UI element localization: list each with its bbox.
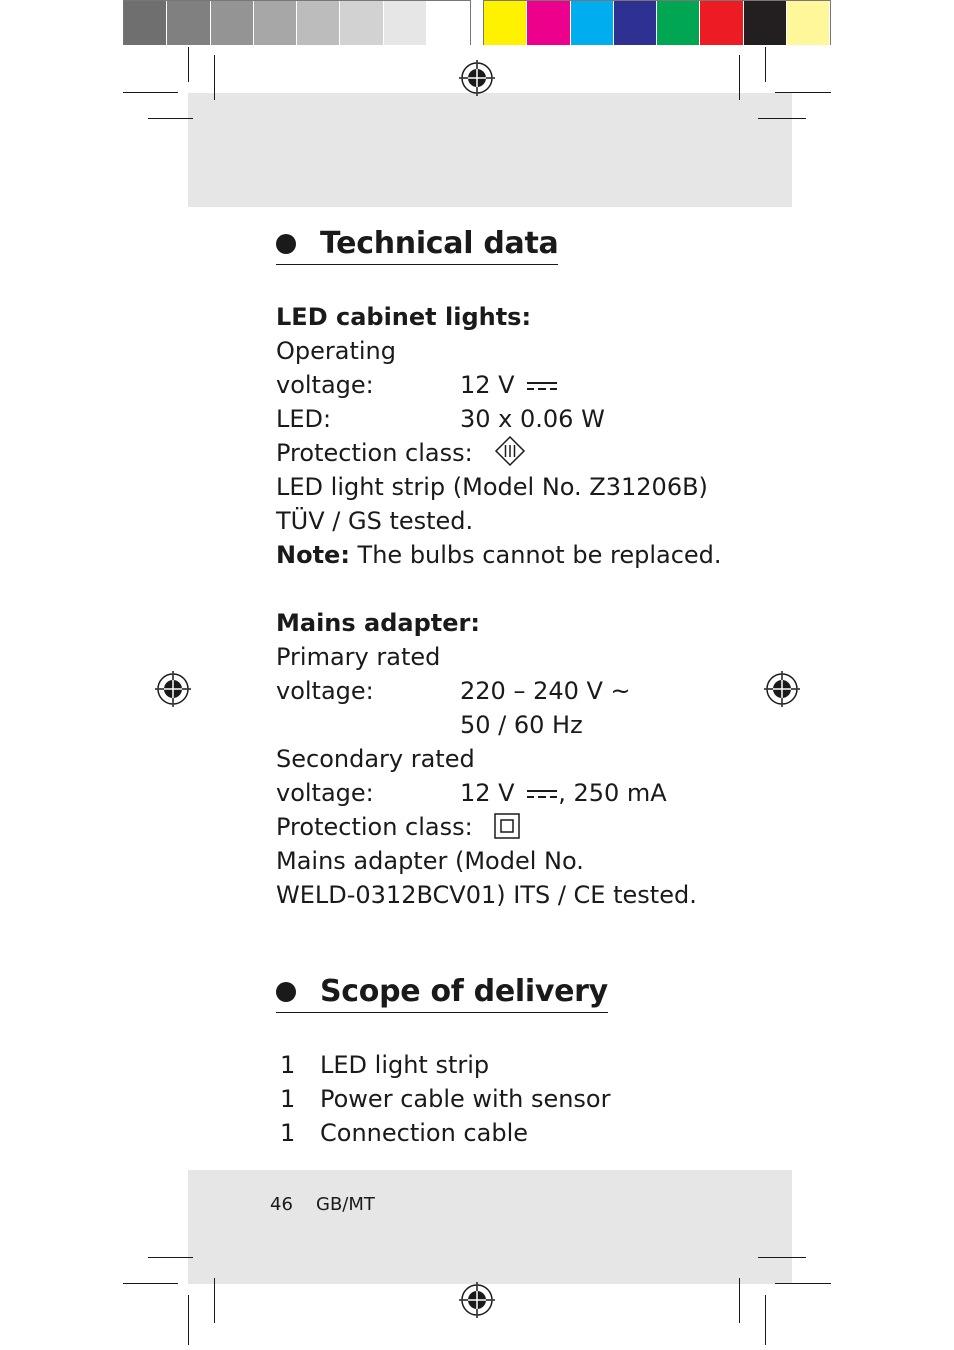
operating-voltage: 12 V bbox=[460, 371, 515, 399]
crop-mark bbox=[758, 1257, 806, 1258]
operating-label-2: voltage: bbox=[276, 371, 374, 399]
color-swatch bbox=[657, 1, 700, 45]
color-swatch bbox=[427, 1, 470, 45]
list-item-qty: 1 bbox=[280, 1085, 296, 1113]
list-item-qty: 1 bbox=[280, 1051, 296, 1079]
bullet-icon bbox=[276, 982, 296, 1002]
registration-mark-icon bbox=[459, 1282, 495, 1318]
color-swatch bbox=[211, 1, 254, 45]
primary-value-1: 220 – 240 V ~ bbox=[460, 677, 631, 705]
technical-data-heading bbox=[276, 226, 558, 265]
crop-mark bbox=[775, 92, 831, 93]
crop-mark bbox=[758, 118, 806, 119]
crop-mark bbox=[214, 1278, 215, 1323]
note-text: The bulbs cannot be replaced. bbox=[349, 541, 722, 569]
led-label: LED: bbox=[276, 405, 332, 433]
protection-class-2-label bbox=[276, 810, 520, 844]
header-band bbox=[188, 93, 792, 207]
secondary-voltage: 12 V bbox=[460, 779, 515, 807]
strip-model-line: LED light strip (Model No. Z31206B) bbox=[276, 473, 708, 501]
crop-mark bbox=[739, 1278, 740, 1323]
operating-label-1: Operating bbox=[276, 337, 396, 365]
mains-model-line-2: WELD-0312BCV01) ITS / CE tested. bbox=[276, 881, 697, 909]
crop-mark bbox=[188, 1295, 189, 1345]
secondary-label-1: Secondary rated bbox=[276, 745, 475, 773]
list-item: Connection cable bbox=[320, 1119, 528, 1147]
color-swatch bbox=[297, 1, 340, 45]
primary-value-2: 50 / 60 Hz bbox=[460, 711, 583, 739]
registration-mark-icon bbox=[155, 671, 191, 707]
bullet-icon bbox=[276, 234, 296, 254]
color-swatch bbox=[527, 1, 570, 45]
crop-mark bbox=[148, 118, 193, 119]
crop-mark bbox=[148, 1257, 193, 1258]
crop-mark bbox=[123, 92, 178, 93]
footer-band bbox=[188, 1170, 792, 1284]
list-item: LED light strip bbox=[320, 1051, 490, 1079]
color-swatch bbox=[124, 1, 167, 45]
secondary-label-2: voltage: bbox=[276, 779, 374, 807]
section-title: Scope of delivery bbox=[320, 974, 608, 1009]
color-swatch bbox=[254, 1, 297, 45]
mains-adapter-heading: Mains adapter: bbox=[276, 609, 480, 637]
protection-class-2-icon bbox=[494, 813, 520, 839]
color-calibration-bar bbox=[483, 0, 831, 45]
crop-mark bbox=[765, 1295, 766, 1345]
list-item-qty: 1 bbox=[280, 1119, 296, 1147]
registration-mark-icon bbox=[459, 60, 495, 96]
direct-current-icon bbox=[526, 787, 558, 801]
note-line bbox=[276, 538, 722, 572]
note-label: Note: bbox=[276, 541, 350, 569]
crop-mark bbox=[739, 55, 740, 100]
protection-class-3-icon bbox=[494, 435, 526, 467]
list-item: Power cable with sensor bbox=[320, 1085, 611, 1113]
grayscale-calibration-bar bbox=[123, 0, 471, 45]
language-code: GB/MT bbox=[316, 1194, 375, 1215]
protection-class-label bbox=[276, 436, 526, 470]
crop-mark bbox=[214, 55, 215, 100]
tested-line: TÜV / GS tested. bbox=[276, 507, 474, 535]
color-swatch bbox=[787, 1, 830, 45]
crop-mark bbox=[765, 47, 766, 82]
operating-value bbox=[460, 368, 558, 402]
color-swatch bbox=[744, 1, 787, 45]
section-title: Technical data bbox=[320, 226, 559, 261]
registration-mark-icon bbox=[764, 671, 800, 707]
secondary-current: , 250 mA bbox=[558, 779, 667, 807]
crop-mark bbox=[775, 1283, 831, 1284]
led-value: 30 x 0.06 W bbox=[460, 405, 605, 433]
primary-label-1: Primary rated bbox=[276, 643, 441, 671]
color-swatch bbox=[384, 1, 427, 45]
mains-model-line-1: Mains adapter (Model No. bbox=[276, 847, 584, 875]
color-swatch bbox=[340, 1, 383, 45]
color-swatch bbox=[571, 1, 614, 45]
protection-class-text: Protection class: bbox=[276, 813, 473, 841]
secondary-value bbox=[460, 776, 667, 810]
scope-of-delivery-heading bbox=[276, 974, 608, 1013]
crop-mark bbox=[188, 47, 189, 82]
primary-label-2: voltage: bbox=[276, 677, 374, 705]
color-swatch bbox=[700, 1, 743, 45]
color-swatch bbox=[167, 1, 210, 45]
page-number: 46 bbox=[270, 1194, 293, 1215]
direct-current-icon bbox=[526, 379, 558, 393]
color-swatch bbox=[484, 1, 527, 45]
protection-class-text: Protection class: bbox=[276, 439, 473, 467]
led-cabinet-heading: LED cabinet lights: bbox=[276, 303, 532, 331]
color-swatch bbox=[614, 1, 657, 45]
crop-mark bbox=[123, 1283, 178, 1284]
